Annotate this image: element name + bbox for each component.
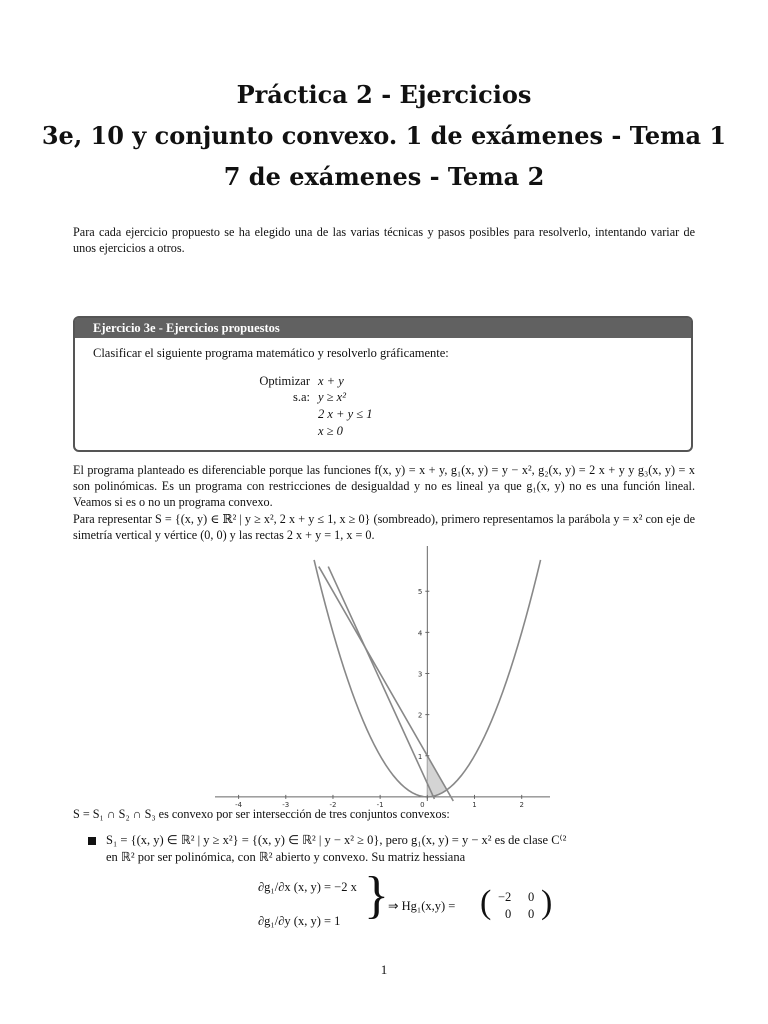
feasible-region-plot <box>215 546 550 809</box>
x-tick-label: -3 <box>282 800 290 809</box>
bullet-line-1: S₁ = {(x, y) ∈ ℝ² | y ≥ x²} = {(x, y) ∈ ℝ² | y − x² ≥ 0}, pero g₁(x, y) = y − x² es de clase C⁽² <box>106 833 567 847</box>
constraint-3: x ≥ 0 <box>318 424 343 438</box>
intro-paragraph: Para cada ejercicio propuesto se ha elegido una de las varias técnicas y pasos posibles para resolverlo, intentando variar de unos ejercicios a otros. <box>73 225 695 255</box>
body-paragraph-2: Para representar S = {(x, y) ∈ ℝ² | y ≥ x², 2 x + y ≤ 1, x ≥ 0} (sombreado), primero representamos la parábola y = x² con eje de simetría vertical y vértice (0, 0) y las rectas 2 x + y = 1, x = 0. <box>73 512 695 542</box>
implies-hessian: ⇒ Hg₁(x,y) = <box>388 899 456 913</box>
m11: −2 <box>498 890 512 904</box>
m21: 0 <box>505 907 512 921</box>
y-tick-label: 2 <box>417 711 423 720</box>
x-tick-label: -4 <box>235 800 243 809</box>
st-label: s.a: <box>292 390 310 404</box>
x-tick-label: 0 <box>420 800 425 809</box>
title-line-2: 3e, 10 y conjunto convexo. 1 de exámenes - Tema 1 <box>41 121 727 150</box>
y-tick-label: 3 <box>417 670 423 679</box>
x-tick-label: 2 <box>519 800 524 809</box>
x-tick-label: -2 <box>329 800 337 809</box>
m12: 0 <box>528 890 535 904</box>
page-number: 1 <box>380 962 388 977</box>
x-tick-label: 1 <box>472 800 477 809</box>
optimize-label: Optimizar <box>259 374 310 388</box>
partial-x: ∂g₁/∂x (x, y) = −2 x <box>258 880 357 894</box>
brace: } <box>364 867 389 924</box>
matrix-right-paren: ) <box>541 884 553 921</box>
m22: 0 <box>528 907 535 921</box>
title-line-3: 7 de exámenes - Tema 2 <box>223 162 545 191</box>
convex-sentence: S = S₁ ∩ S₂ ∩ S₃ es convexo por ser intersección de tres conjuntos convexos: <box>73 807 450 821</box>
line-series-2 <box>328 567 434 799</box>
constraint-2: 2 x + y ≤ 1 <box>318 407 373 421</box>
body-paragraph-1: El programa planteado es diferenciable porque las funciones f(x, y) = x + y, g₁(x, y) = y − x², g₂(x, y) = 2 x + y y g₃(x, y) = x son polinómicas. Es un programa con restricciones de desigualdad y no es lineal ya que g₁(x, y) no es una función lineal. Veamos si es o no un programa convexo. <box>73 463 695 509</box>
exercise-statement: Clasificar el siguiente programa matemático y resolverlo gráficamente: <box>93 346 449 360</box>
y-tick-label: 5 <box>417 588 423 597</box>
objective-expr: x + y <box>318 374 344 388</box>
matrix-left-paren: ( <box>480 884 492 921</box>
partial-y: ∂g₁/∂y (x, y) = 1 <box>258 914 341 928</box>
constraint-1: y ≥ x² <box>318 390 346 404</box>
y-tick-label: 4 <box>417 629 423 638</box>
y-tick-label: 1 <box>417 752 423 761</box>
bullet-marker <box>88 837 96 845</box>
bullet-line-2: en ℝ² por ser polinómica, con ℝ² abierto y convexo. Su matriz hessiana <box>106 850 466 864</box>
title-line-1: Práctica 2 - Ejercicios <box>236 80 532 109</box>
x-tick-label: -1 <box>376 800 384 809</box>
exercise-header: Ejercicio 3e - Ejercicios propuestos <box>75 318 691 338</box>
math-program <box>230 374 530 444</box>
